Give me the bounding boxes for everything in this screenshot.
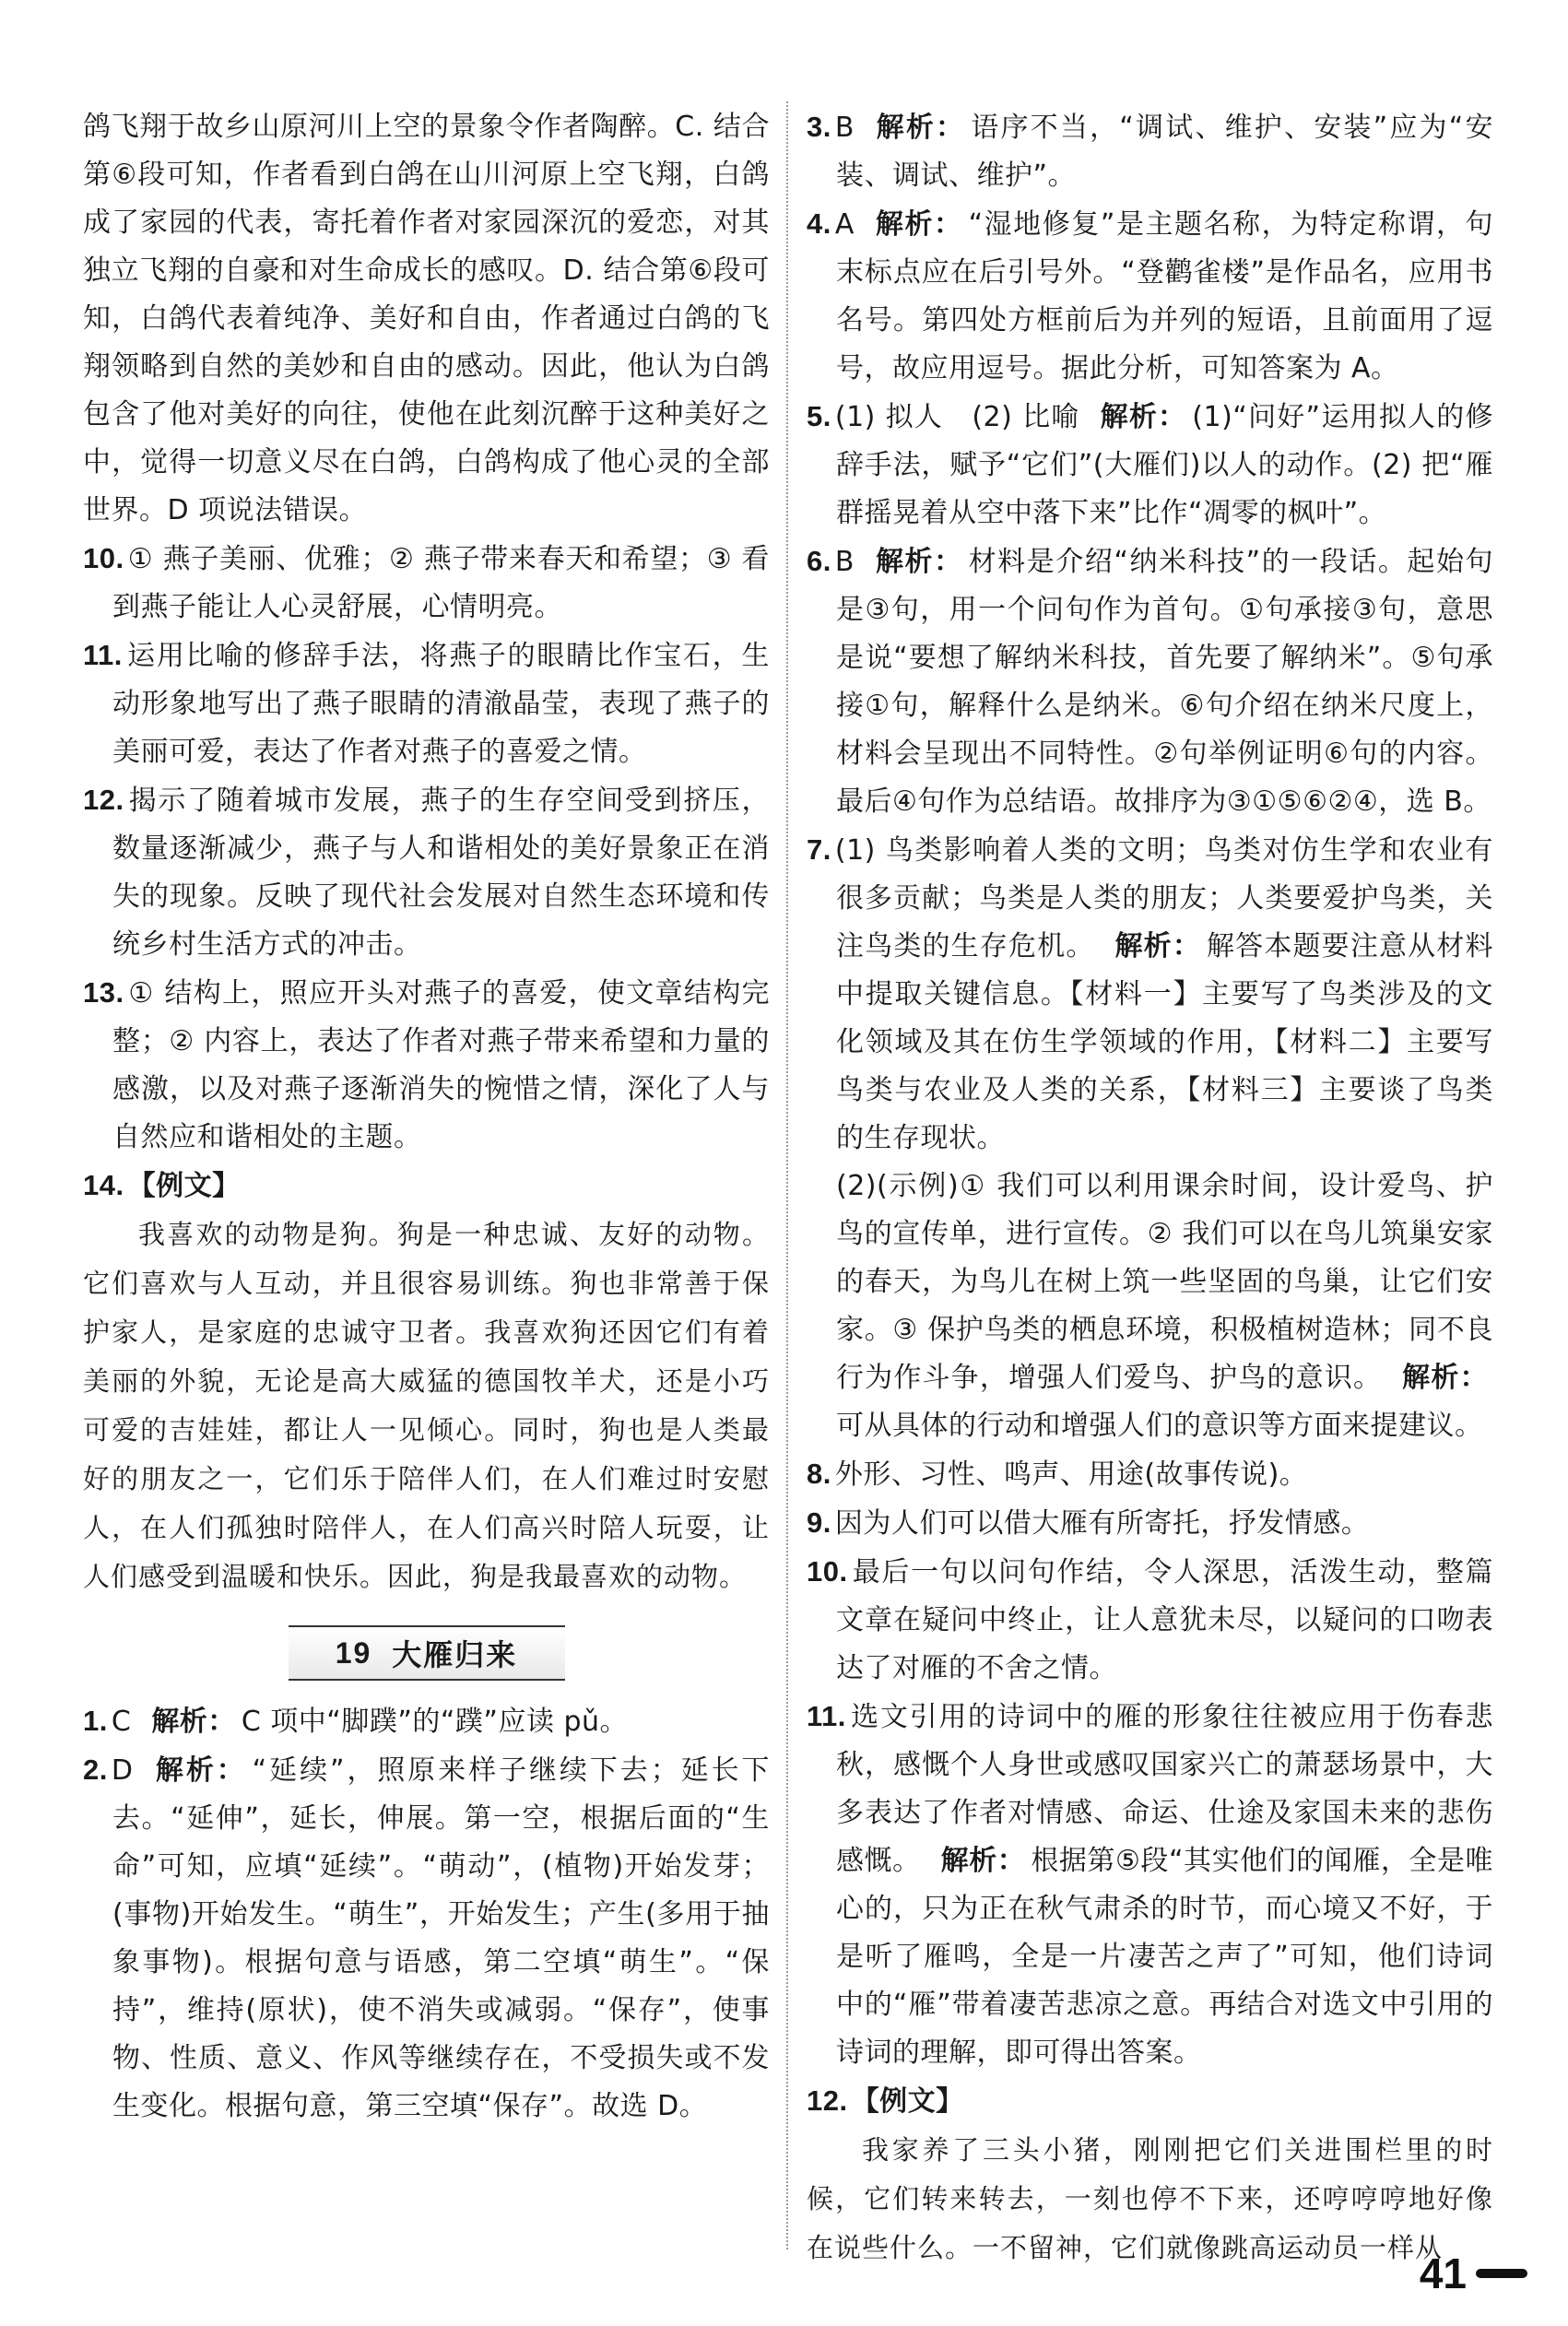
item-number: 4. (807, 207, 831, 240)
analysis-text: 可从具体的行动和增强人们的意识等方面来提建议。 (836, 1410, 1483, 1442)
answer-choice: D (111, 1754, 134, 1787)
analysis-label: 解析： (874, 208, 963, 241)
example-essay-dog: 我喜欢的动物是狗。狗是一种忠诚、友好的动物。它们喜欢与人互动，并且很容易训练。狗也非常善于保护家人，是家庭的忠诚守卫者。我喜欢狗还因它们有着美丽的外貌，无论是高大威猛的德国牧羊犬，还是小巧可爱的吉娃娃，都让人一见倾心。同时，狗也是人类最好的朋友之一，它们乐于陪伴人们，在人们难过时安慰人，在人们孤独时陪伴人，在人们高兴时陪人玩耍，让人们感受到温暖和快乐。因此，狗是我最喜欢的动物。 (83, 1219, 770, 1592)
analysis-label: 解析： (1100, 401, 1187, 433)
answer-3 (807, 103, 1493, 200)
analysis-label: 解析： (151, 1706, 236, 1738)
answer-7-2 (807, 1163, 1493, 1450)
analysis-label: 解析： (874, 112, 966, 144)
answer-7-1 (807, 826, 1493, 1163)
analysis-text: 材料是介绍“纳米科技”的一段话。起始句是③句，用一个问句作为首句。①句承接③句，意思是说“要想了解纳米科技，首先要了解纳米”。⑤句承接①句，解释什么是纳米。⑥句介绍在纳米尺度上，材料会呈现出不同特性。②句举例证明⑥句的内容。最后④句作为总结语。故排序为③①⑤⑥②④，选 B。 (836, 546, 1494, 818)
page-number: 41 (1419, 2249, 1467, 2297)
answer-text: ① 燕子美丽、优雅；② 燕子带来春天和希望；③ 看到燕子能让人心灵舒展，心情明亮。 (112, 543, 770, 623)
answer-6 (807, 537, 1493, 826)
answer-choice: A (834, 208, 855, 241)
answer-19-2 (83, 1746, 770, 2131)
answer-4 (807, 200, 1493, 393)
right-column (807, 103, 1493, 2273)
analysis-text: 解答本题要注意从材料中提取关键信息。【材料一】主要写了鸟类涉及的文化领域及其在仿生学领域的作用，【材料二】主要写鸟类与农业及人类的关系，【材料三】主要谈了鸟类的生存现状。 (836, 930, 1493, 1154)
left-column (83, 103, 770, 2131)
answer-11 (83, 632, 770, 776)
answer-choice: B (834, 112, 855, 144)
answer-choice: (1) 拟人 (2) 比喻 (834, 401, 1080, 433)
example-label: 【例文】 (851, 2085, 964, 2118)
analysis-label: 解析： (1402, 1362, 1489, 1394)
answer-14 (83, 1162, 770, 1210)
item-number: 8. (807, 1458, 831, 1490)
answer-choice: B (834, 546, 855, 578)
item-number: 10. (83, 542, 124, 574)
analysis-text: 语序不当，“调试、维护、安装”应为“安装、调试、维护”。 (836, 112, 1493, 192)
answer-10 (807, 1548, 1493, 1693)
item-number: 9. (807, 1506, 831, 1539)
item-number: 7. (807, 833, 831, 866)
analysis-text: “延续”，照原来样子继续下去；延长下去。“延伸”，延长，伸展。第一空，根据后面的“生命”可知，应填“延续”。“萌动”，(植物)开始发芽；(事物)开始发生。“萌生”，开始发生；产生(多用于抽象事物)。根据句意与语感，第二空填“萌生”。“保持”，维持(原状)，使不消失或减弱。“保存”，使事物、性质、意义、作风等继续存在，不受损失或不发生变化。根据句意，第三空填“保存”。故选 D。 (112, 1754, 770, 2122)
analysis-text: 根据第⑤段“其实他们的闻雁，全是唯心的，只为正在秋气肃杀的时节，而心境又不好，于是听了雁鸣，全是一片凄苦之声了”可知，他们诗词中的“雁”带着凄苦悲凉之意。再结合对选文中引用的诗词的理解，即可得出答案。 (836, 1845, 1494, 2069)
answer-12 (807, 2077, 1493, 2126)
answer-text: 最后一句以问句作结，令人深思，活泼生动，整篇文章在疑问中终止，让人意犹未尽，以疑问的口吻表达了对雁的不舍之情。 (836, 1556, 1493, 1684)
item-number: 10. (807, 1555, 848, 1588)
answer-text: ① 结构上，照应开头对燕子的喜爱，使文章结构完整；② 内容上，表达了作者对燕子带来希望和力量的感激，以及对燕子逐渐消失的惋惜之情，深化了人与自然应和谐相处的主题。 (112, 977, 770, 1153)
analysis-text: “湿地修复”是主题名称，为特定称谓，句末标点应在后引号外。“登鹳雀楼”是作品名，应用书名号。第四处方框前后为并列的短语，且前面用了逗号，故应用逗号。据此分析，可知答案为 A。 (836, 208, 1493, 384)
item-number: 5. (807, 400, 831, 432)
example-essay-pigs: 我家养了三头小猪，刚刚把它们关进围栏里的时候，它们转来转去，一刻也停不下来，还哼哼哼地好像在说些什么。一不留神，它们就像跳高运动员一样从 (807, 2134, 1493, 2263)
analysis-label: 解析： (153, 1754, 247, 1787)
item-number: 12. (807, 2084, 848, 2117)
analysis-text: C 项中“脚蹼”的“蹼”应读 pǔ。 (241, 1706, 629, 1738)
item-number: 6. (807, 545, 831, 577)
answer-text: 因为人们可以借大雁有所寄托，抒发情感。 (834, 1507, 1370, 1540)
answer-text: 选文引用的诗词中的雁的形象往往被应用于伤春悲秋，感慨个人身世或感叹国家兴亡的萧瑟场景中，大多表达了作者对情感、命运、仕途及家国未来的悲伤感慨。 (836, 1701, 1493, 1877)
answer-19-1 (83, 1697, 770, 1746)
item-number: 11. (83, 639, 123, 671)
item-number: 3. (807, 111, 831, 143)
page-number-block (1420, 2249, 1527, 2298)
analysis-text: (1)“问好”运用拟人的修辞手法，赋予“它们”(大雁们)以人的动作。(2) 把“雁群摇晃着从空中落下来”比作“凋零的枫叶”。 (836, 401, 1494, 529)
answer-5 (807, 393, 1493, 537)
item-number: 12. (83, 784, 124, 816)
answer-text: (2)(示例)① 我们可以利用课余时间，设计爱鸟、护鸟的宣传单，进行宣传。② 我们可以在鸟儿筑巢安家的春天，为鸟儿在树上筑一些坚固的鸟巢，让它们安家。③ 保护鸟类的栖息环境，积极植树造林；同不良行为作斗争，增强人们爱鸟、护鸟的意识。 (836, 1170, 1493, 1394)
item-number: 1. (83, 1705, 108, 1737)
section-number: 19 (335, 1635, 372, 1670)
answer-8 (807, 1450, 1493, 1499)
column-divider (786, 101, 788, 2249)
section-heading (289, 1625, 565, 1681)
answer-text: (1) 鸟类影响着人类的文明；鸟类对仿生学和农业有很多贡献；鸟类是人类的朋友；人类要爱护鸟类，关注鸟类的生存危机。 (834, 834, 1493, 962)
answer-choice: C (111, 1706, 132, 1738)
section-title-text: 大雁归来 (392, 1637, 518, 1672)
answer-text: 揭示了随着城市发展，燕子的生存空间受到挤压，数量逐渐减少，燕子与人和谐相处的美好景象正在消失的现象。反映了现代社会发展对自然生态环境和传统乡村生活方式的冲击。 (112, 785, 770, 961)
answer-text: 外形、习性、鸣声、用途(故事传说)。 (834, 1458, 1308, 1491)
answer-9-continuation: 鸽飞翔于故乡山原河川上空的景象令作者陶醉。C. 结合第⑥段可知，作者看到白鸽在山川河原上空飞翔，白鸽成了家园的代表，寄托着作者对家园深沉的爱恋，对其独立飞翔的自豪和对生命成长的感叹。D. 结合第⑥段可知，白鸽代表着纯净、美好和自由，作者通过白鸽的飞翔领略到自然的美妙和自由的感动。因此，他认为白鸽包含了他对美好的向往，使他在此刻沉醉于这种美好之中，觉得一切意义尽在白鸽，白鸽构成了他心灵的全部世界。D 项说法错误。 (83, 111, 770, 526)
item-number: 14. (83, 1169, 124, 1201)
answer-11 (807, 1693, 1493, 2077)
item-number: 11. (807, 1700, 846, 1732)
answer-text: 运用比喻的修辞手法，将燕子的眼睛比作宝石，生动形象地写出了燕子眼睛的清澈晶莹，表现了燕子的美丽可爱，表达了作者对燕子的喜爱之情。 (112, 640, 770, 768)
item-number: 13. (83, 976, 124, 1009)
analysis-label: 解析： (874, 546, 963, 578)
answer-13 (83, 969, 770, 1162)
answer-12 (83, 776, 770, 969)
example-label: 【例文】 (127, 1170, 241, 1202)
analysis-label: 解析： (940, 1845, 1026, 1877)
answer-10 (83, 535, 770, 632)
answer-9 (807, 1499, 1493, 1548)
item-number: 2. (83, 1753, 108, 1786)
page-number-bar (1476, 2269, 1527, 2278)
analysis-label: 解析： (1114, 930, 1201, 962)
